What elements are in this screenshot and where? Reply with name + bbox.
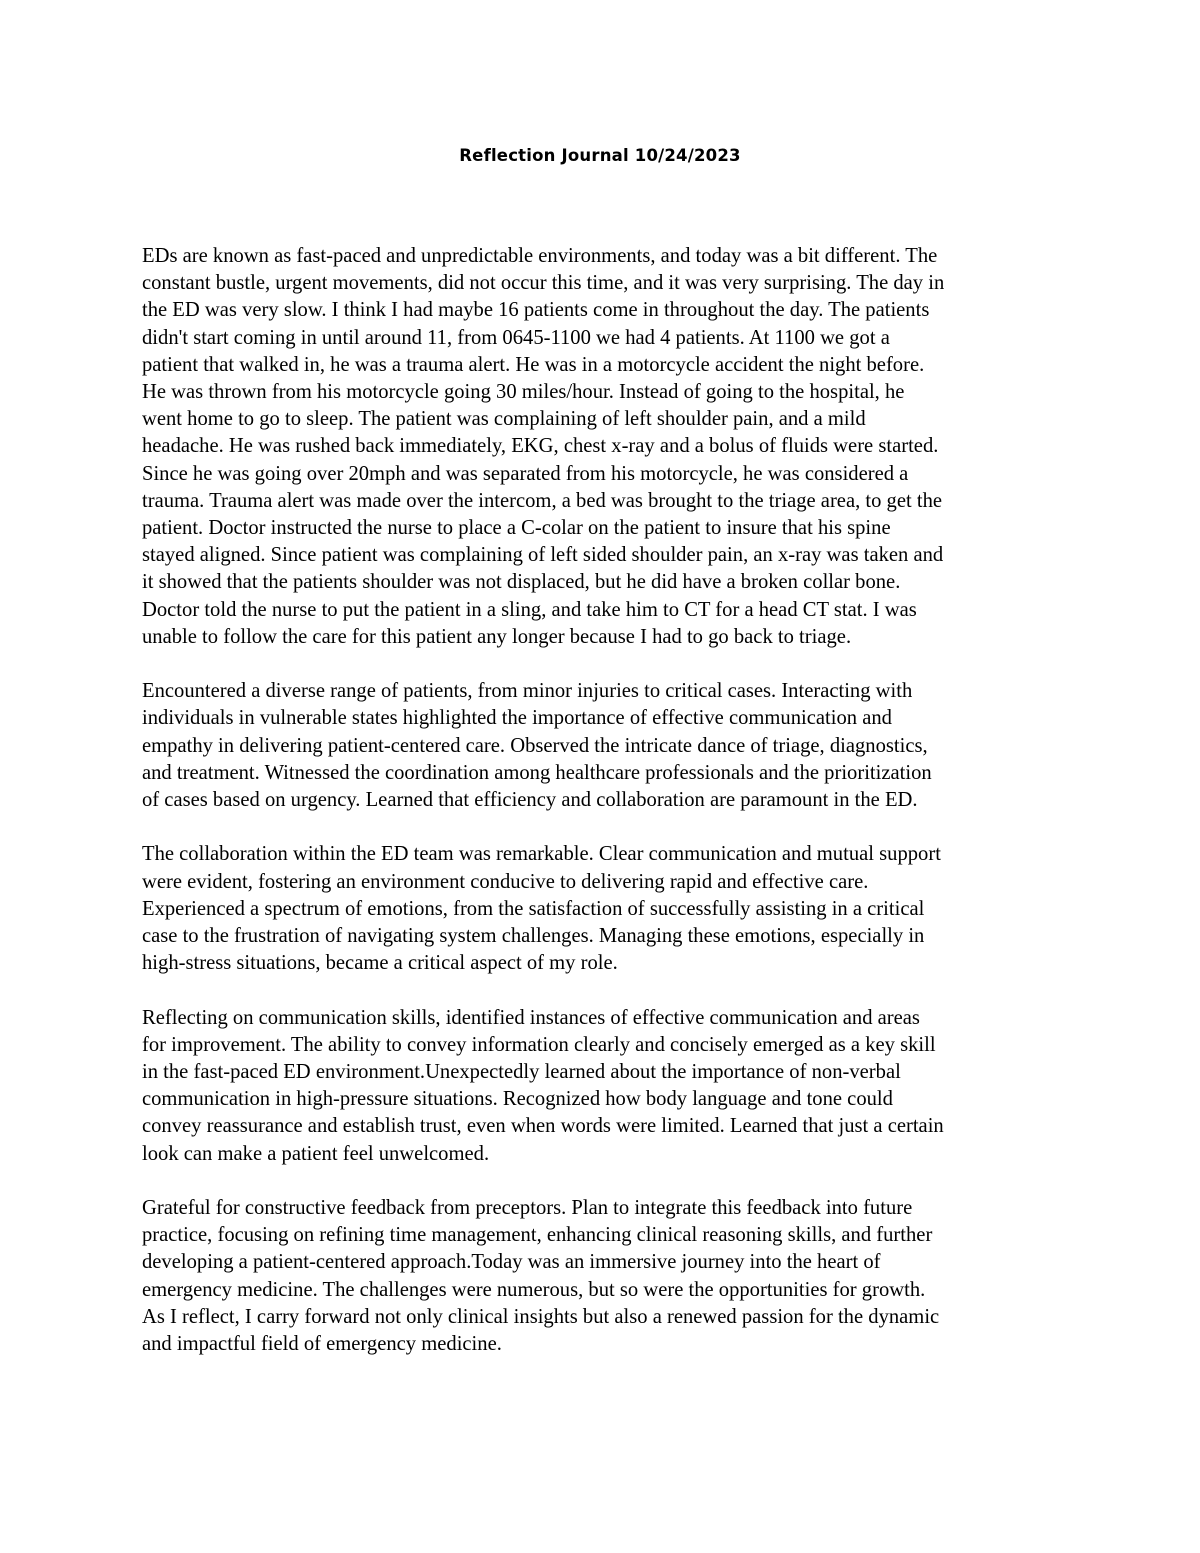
text-line: in the fast-paced ED environment.Unexpectedly learned about the importance of non-verbal (142, 1061, 901, 1084)
text-line: The collaboration within the ED team was remarkable. Clear communication and mutual support (142, 843, 941, 866)
text-line: case to the frustration of navigating system challenges. Managing these emotions, especially in (142, 925, 925, 948)
paragraph-3 (142, 841, 1062, 977)
text-line: were evident, fostering an environment conducive to delivering rapid and effective care. (142, 870, 869, 893)
text-line: trauma. Trauma alert was made over the intercom, a bed was brought to the triage area, to get the (142, 489, 943, 512)
text-line: communication in high-pressure situations. Recognized how body language and tone could (142, 1088, 893, 1111)
text-line: patient that walked in, he was a trauma alert. He was in a motorcycle accident the night before. (142, 353, 925, 376)
text-line: for improvement. The ability to convey information clearly and concisely emerged as a key skill (142, 1033, 936, 1056)
text-line: didn't start coming in until around 11, from 0645-1100 we had 4 patients. At 1100 we got a (142, 326, 890, 349)
text-line: headache. He was rushed back immediately, EKG, chest x-ray and a bolus of fluids were started. (142, 435, 939, 458)
text-line: Experienced a spectrum of emotions, from the satisfaction of successfully assisting in a critical (142, 897, 925, 920)
text-line: the ED was very slow. I think I had maybe 16 patients come in throughout the day. The patients (142, 299, 930, 322)
text-line: He was thrown from his motorcycle going 30 miles/hour. Instead of going to the hospital, he (142, 381, 905, 404)
document-title: Reflection Journal 10/24/2023 (459, 146, 741, 165)
paragraph-2 (142, 678, 1062, 814)
text-line: constant bustle, urgent movements, did not occur this time, and it was very surprising. The day in (142, 272, 945, 295)
text-line: look can make a patient feel unwelcomed. (142, 1142, 490, 1165)
paragraph-4 (142, 1005, 1062, 1168)
text-line: convey reassurance and establish trust, even when words were limited. Learned that just a certain (142, 1115, 944, 1138)
text-line: Grateful for constructive feedback from preceptors. Plan to integrate this feedback into future (142, 1197, 913, 1220)
text-line: EDs are known as fast-paced and unpredictable environments, and today was a bit different. The (142, 245, 938, 267)
text-line: of cases based on urgency. Learned that efficiency and collaboration are paramount in the ED. (142, 789, 918, 812)
text-line: practice, focusing on refining time management, enhancing clinical reasoning skills, and further (142, 1224, 933, 1247)
text-line: As I reflect, I carry forward not only clinical insights but also a renewed passion for the dynamic (142, 1305, 940, 1328)
text-line: went home to go to sleep. The patient was complaining of left shoulder pain, and a mild (142, 408, 866, 431)
paragraph-1 (142, 243, 1062, 651)
text-line: and treatment. Witnessed the coordination among healthcare professionals and the prioritization (142, 761, 932, 784)
text-line: Encountered a diverse range of patients, from minor injuries to critical cases. Interacting with (142, 680, 913, 703)
text-line: high-stress situations, became a critical aspect of my role. (142, 952, 618, 975)
text-line: emergency medicine. The challenges were numerous, but so were the opportunities for growth. (142, 1278, 926, 1301)
paragraph-5 (142, 1195, 1062, 1358)
text-line: developing a patient-centered approach.Today was an immersive journey into the heart of (142, 1251, 881, 1274)
text-line: Since he was going over 20mph and was separated from his motorcycle, he was considered a (142, 462, 909, 485)
document-body (142, 243, 1062, 1385)
text-line: Doctor told the nurse to put the patient in a sling, and take him to CT for a head CT stat. I was (142, 598, 917, 621)
text-line: and impactful field of emergency medicine. (142, 1333, 502, 1356)
text-line: patient. Doctor instructed the nurse to place a C-colar on the patient to insure that his spine (142, 517, 891, 540)
text-line: empathy in delivering patient-centered care. Observed the intricate dance of triage, diagnostics, (142, 734, 928, 757)
text-line: stayed aligned. Since patient was complaining of left sided shoulder pain, an x-ray was taken and (142, 544, 944, 567)
text-line: unable to follow the care for this patient any longer because I had to go back to triage. (142, 625, 852, 648)
text-line: individuals in vulnerable states highlighted the importance of effective communication and (142, 707, 892, 730)
text-line: it showed that the patients shoulder was not displaced, but he did have a broken collar bone. (142, 571, 901, 594)
text-line: Reflecting on communication skills, identified instances of effective communication and areas (142, 1006, 920, 1029)
